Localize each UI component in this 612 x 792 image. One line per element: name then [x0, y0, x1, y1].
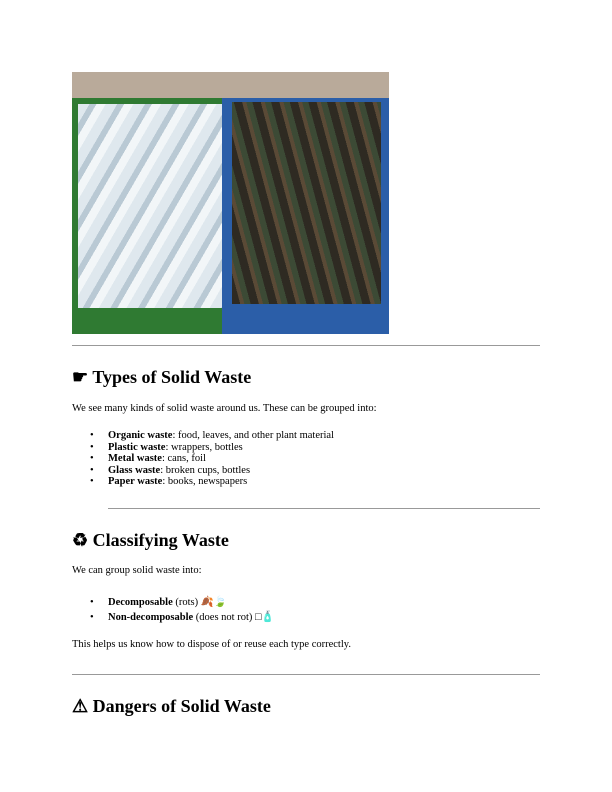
warning-icon: ⚠ — [72, 696, 89, 716]
divider — [72, 674, 540, 675]
divider — [108, 508, 540, 509]
list-item: • Decomposable (rots) 🍂🍃 — [90, 595, 274, 610]
paragraph: We can group solid waste into: — [72, 565, 202, 576]
waste-bins-photo — [72, 72, 389, 334]
list-item: • Glass waste: broken cups, bottles — [90, 465, 334, 477]
pointing-hand-icon: ☛ — [72, 367, 89, 387]
classification-list — [90, 595, 274, 625]
list-item: • Metal waste: cans, foil — [90, 453, 334, 465]
list-item: • Non-decomposable (does not rot) □🧴 — [90, 610, 274, 625]
list-item: • Organic waste: food, leaves, and other plant material — [90, 430, 334, 442]
paragraph: This helps us know how to dispose of or reuse each type correctly. — [72, 639, 351, 650]
list-item: • Plastic waste: wrappers, bottles — [90, 442, 334, 454]
list-item: • Paper waste: books, newspapers — [90, 476, 334, 488]
divider — [72, 345, 540, 346]
section-heading-types: ☛ Types of Solid Waste — [72, 367, 252, 387]
paragraph: We see many kinds of solid waste around us. These can be grouped into: — [72, 403, 377, 414]
section-heading-classifying: ♻ Classifying Waste — [72, 530, 229, 550]
recycle-icon: ♻ — [72, 530, 89, 550]
blue-bin-glass-bottles — [222, 98, 389, 334]
waste-types-list — [90, 430, 334, 488]
section-heading-dangers: ⚠ Dangers of Solid Waste — [72, 696, 271, 716]
green-bin-plastic-bottles — [72, 98, 232, 334]
